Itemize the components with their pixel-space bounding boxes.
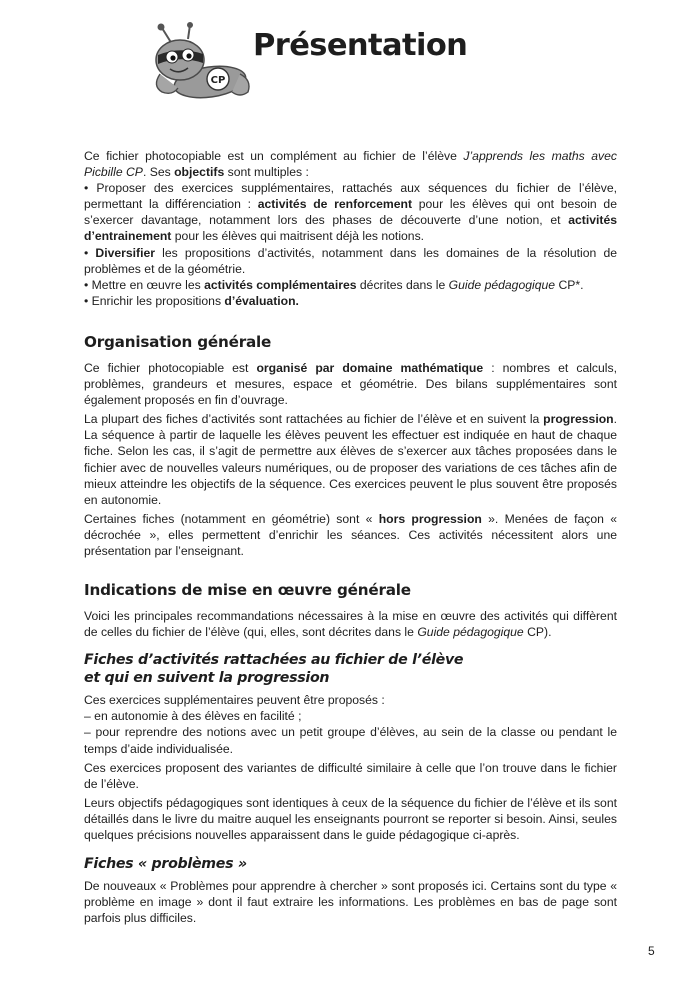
organisation-section: [84, 332, 617, 559]
subsection-heading: Fiches d’activités rattachées au fichier de l’élève et qui en suivent la progression: [84, 652, 464, 687]
activites-dash-item: – pour reprendre des notions avec un petit groupe d’élèves, au sein de la classe ou pendant le temps d’aide individualisée.: [84, 725, 617, 756]
fiches-activites-section: [84, 651, 617, 843]
page-number: 5: [648, 944, 655, 958]
fiches-problemes-section: [84, 855, 617, 926]
mascot-illustration: [140, 22, 256, 104]
organisation-paragraph: Certaines fiches (notamment en géométrie) sont « hors progression ». Menées de façon « décrochée », elles permettent d’enrichir les séances. Ces activités nécessitent alors une présentation par l’enseignant.: [84, 511, 617, 558]
indications-paragraph: Voici les principales recommandations nécessaires à la mise en œuvre des activités qui diffèrent de celles du fichier de l’élève (qui, elles, sont décrites dans le Guide pédagogique CP).: [84, 609, 617, 640]
intro-bullet-1: • Proposer des exercices supplémentaires, rattachés aux séquences du fichier de l’élève, permettant la différenciation : activités de renforcement pour les élèves qui ont besoin de s’exercer davantage, notamment lors des phases de découverte d’une notion, et activités d’entrainement pour les élèves qui maitrisent déjà les notions.: [84, 181, 617, 244]
intro-section: [84, 148, 617, 309]
page-header: [0, 0, 700, 110]
problemes-paragraph: De nouveaux « Problèmes pour apprendre à chercher » sont proposés ici. Certains sont du type « problème en image » dont il faut extraire les informations. Les problèmes en bas de page sont parfois plus difficiles.: [84, 879, 617, 926]
organisation-paragraph: Ce fichier photocopiable est organisé par domaine mathématique : nombres et calculs, problèmes, grandeurs et mesures, espace et géométrie. Des bilans supplémentaires sont également proposés en fin d’ouvrage.: [84, 360, 617, 408]
intro-bullet-3: • Mettre en œuvre les activités complémentaires décrites dans le Guide pédagogique CP*.: [84, 277, 584, 292]
mascot-badge: CP: [210, 75, 226, 86]
activites-paragraph: Ces exercices supplémentaires peuvent être proposés :: [84, 693, 385, 708]
activites-paragraph: Ces exercices proposent des variantes de difficulté similaire à celle que l’on trouve dans le fichier de l’élève.: [84, 760, 617, 791]
activites-paragraph: Leurs objectifs pédagogiques sont identiques à ceux de la séquence du fichier de l’élève et ils sont détaillés dans le livre du maitre auquel les enseignants pourront se reporter si besoin. Ainsi, seules quelques précisions nouvelles apparaissent dans le guide pédagogique ci-après.: [84, 795, 617, 842]
intro-bullet-4: • Enrichir les propositions d’évaluation.: [84, 293, 299, 308]
indications-section: [84, 580, 617, 640]
activites-dash-item: – en autonomie à des élèves en facilité ;: [84, 709, 302, 724]
intro-bullet-2: • Diversifier les propositions d’activités, notamment dans les domaines de la résolution de problèmes et de la géométrie.: [84, 245, 617, 276]
section-heading: Organisation générale: [84, 332, 272, 351]
page-title: Présentation: [253, 28, 468, 63]
section-heading: Indications de mise en œuvre générale: [84, 581, 411, 600]
organisation-paragraph: La plupart des fiches d’activités sont rattachées au fichier de l’élève et en suivent la progression. La séquence à partir de laquelle les élèves peuvent les effectuer est indiquée en haut de chaque fiche. Selon les cas, il s’agit de permettre aux élèves de s’exercer aux tâches proposées dans le fichier avec de nouvelles valeurs numériques, ou de proposer des variations de ces tâches afin de mieux atteindre les objectifs de la séquence. Ces exercices peuvent le plus souvent être proposés en autonomie.: [84, 412, 617, 507]
page-content: [84, 148, 617, 929]
book-title: J’apprends les maths avec Picbille CP: [84, 149, 618, 180]
subsection-heading: Fiches « problèmes »: [84, 856, 247, 873]
intro-paragraph: Ce fichier photocopiable est un complément au fichier de l’élève J’apprends les maths avec Picbille CP. Ses objectifs sont multiples :: [84, 149, 618, 180]
